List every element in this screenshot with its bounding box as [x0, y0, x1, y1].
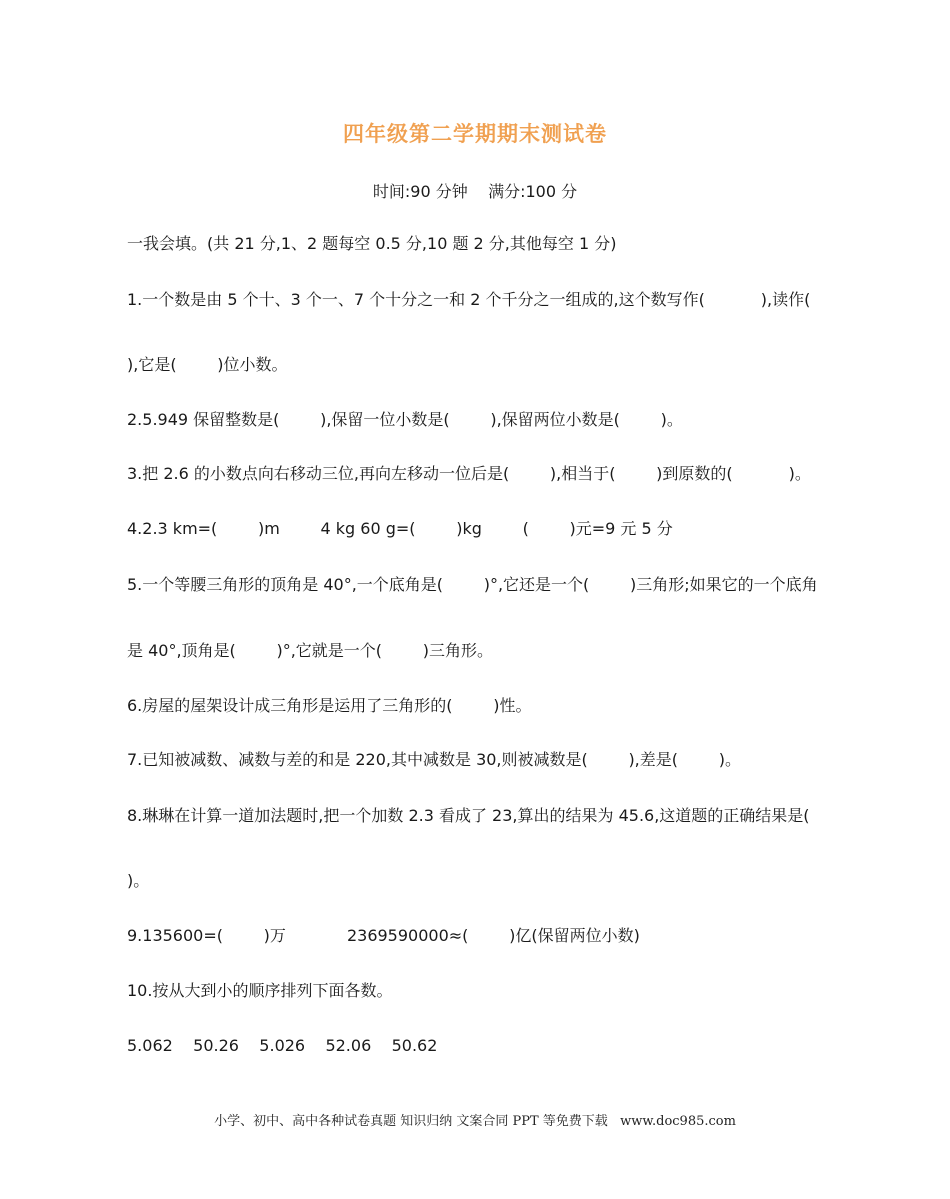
- section-heading: 一我会填。(共 21 分,1、2 题每空 0.5 分,10 题 2 分,其他每空 1 分): [127, 234, 617, 253]
- question-line: ),它是( )位小数。: [127, 355, 288, 374]
- question-line: 4.2.3 km=( )m 4 kg 60 g=( )kg ( )元=9 元 5 分: [127, 519, 673, 538]
- question-line: 6.房屋的屋架设计成三角形是运用了三角形的( )性。: [127, 696, 532, 715]
- question-line: 7.已知被减数、减数与差的和是 220,其中减数是 30,则被减数是( ),差是( )。: [127, 750, 741, 769]
- question-line: 5.062 50.26 5.026 52.06 50.62: [127, 1036, 438, 1055]
- question-line: 9.135600=( )万 2369590000≈( )亿(保留两位小数): [127, 926, 640, 945]
- exam-meta: 时间:90 分钟 满分:100 分: [372, 182, 578, 201]
- question-line: 2.5.949 保留整数是( ),保留一位小数是( ),保留两位小数是( )。: [127, 410, 683, 429]
- question-line: 10.按从大到小的顺序排列下面各数。: [127, 981, 393, 1000]
- question-line: 3.把 2.6 的小数点向右移动三位,再向左移动一位后是( ),相当于( )到原数的( )。: [127, 464, 811, 483]
- question-line: 1.一个数是由 5 个十、3 个一、7 个十分之一和 2 个千分之一组成的,这个数写作( ),读作(: [127, 290, 811, 309]
- page-footer: 小学、初中、高中各种试卷真题 知识归纳 文案合同 PPT 等免费下载 www.doc985.com: [214, 1114, 736, 1129]
- exam-title: 四年级第二学期期末测试卷: [343, 122, 607, 146]
- question-line: )。: [127, 871, 150, 890]
- question-line: 是 40°,顶角是( )°,它就是一个( )三角形。: [127, 641, 493, 660]
- question-line: 8.琳琳在计算一道加法题时,把一个加数 2.3 看成了 23,算出的结果为 45.6,这道题的正确结果是(: [127, 806, 810, 825]
- question-line: 5.一个等腰三角形的顶角是 40°,一个底角是( )°,它还是一个( )三角形;如果它的一个底角: [127, 575, 818, 594]
